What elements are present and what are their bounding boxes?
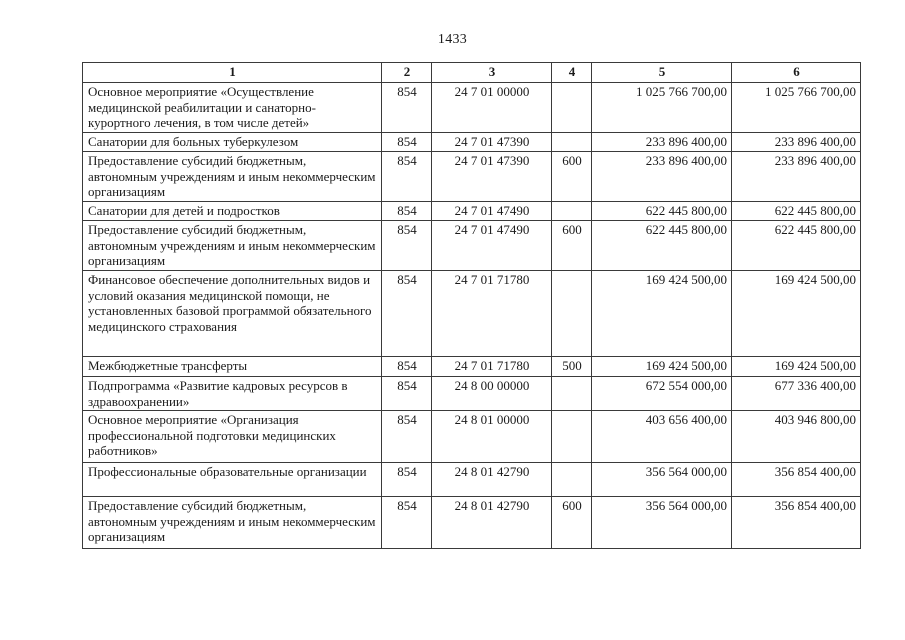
table-row <box>83 221 861 271</box>
amount-cell: 356 854 400,00 <box>732 463 861 497</box>
ministry-code-cell: 854 <box>382 411 432 463</box>
target-article-cell: 24 7 01 71780 <box>432 357 552 377</box>
ministry-code-cell: 854 <box>382 463 432 497</box>
expense-type-cell <box>552 377 592 411</box>
table-row <box>83 411 861 463</box>
row-name-cell: Межбюджетные трансферты <box>83 357 382 377</box>
target-article-cell: 24 8 01 42790 <box>432 463 552 497</box>
target-article-cell: 24 7 01 00000 <box>432 83 552 133</box>
ministry-code-cell: 854 <box>382 152 432 202</box>
amount-cell: 622 445 800,00 <box>592 221 732 271</box>
amount-cell: 356 564 000,00 <box>592 497 732 549</box>
expense-type-cell: 500 <box>552 357 592 377</box>
table-row <box>83 202 861 221</box>
table-row <box>83 463 861 497</box>
expense-type-cell <box>552 271 592 357</box>
amount-cell: 622 445 800,00 <box>732 202 861 221</box>
row-name-cell: Финансовое обеспечение дополнительных видов и условий оказания медицинской помощи, не установленных базовой программой обязательного медицинского страхования <box>83 271 382 357</box>
expense-type-cell <box>552 202 592 221</box>
column-header: 4 <box>552 63 592 83</box>
amount-cell: 233 896 400,00 <box>732 133 861 152</box>
row-name-cell: Предоставление субсидий бюджетным, автономным учреждениям и иным некоммерческим организациям <box>83 152 382 202</box>
table-row <box>83 133 861 152</box>
expense-type-cell: 600 <box>552 152 592 202</box>
table-header-row <box>83 63 861 83</box>
ministry-code-cell: 854 <box>382 497 432 549</box>
target-article-cell: 24 7 01 71780 <box>432 271 552 357</box>
row-name-cell: Основное мероприятие «Осуществление медицинской реабилитации и санаторно-курортного лечения, в том числе детей» <box>83 83 382 133</box>
target-article-cell: 24 7 01 47390 <box>432 152 552 202</box>
expense-type-cell: 600 <box>552 221 592 271</box>
ministry-code-cell: 854 <box>382 377 432 411</box>
budget-table <box>82 62 861 549</box>
target-article-cell: 24 8 01 00000 <box>432 411 552 463</box>
column-header: 3 <box>432 63 552 83</box>
target-article-cell: 24 7 01 47390 <box>432 133 552 152</box>
amount-cell: 622 445 800,00 <box>592 202 732 221</box>
row-name-cell: Предоставление субсидий бюджетным, автономным учреждениям и иным некоммерческим организациям <box>83 221 382 271</box>
row-name-cell: Санатории для больных туберкулезом <box>83 133 382 152</box>
ministry-code-cell: 854 <box>382 133 432 152</box>
table-row <box>83 357 861 377</box>
amount-cell: 169 424 500,00 <box>732 271 861 357</box>
row-name-cell: Основное мероприятие «Организация профессиональной подготовки медицинских работников» <box>83 411 382 463</box>
amount-cell: 233 896 400,00 <box>592 133 732 152</box>
ministry-code-cell: 854 <box>382 202 432 221</box>
amount-cell: 356 564 000,00 <box>592 463 732 497</box>
target-article-cell: 24 8 01 42790 <box>432 497 552 549</box>
amount-cell: 672 554 000,00 <box>592 377 732 411</box>
ministry-code-cell: 854 <box>382 83 432 133</box>
table-row <box>83 497 861 549</box>
amount-cell: 233 896 400,00 <box>592 152 732 202</box>
row-name-cell: Предоставление субсидий бюджетным, автономным учреждениям и иным некоммерческим организациям <box>83 497 382 549</box>
amount-cell: 622 445 800,00 <box>732 221 861 271</box>
table-row <box>83 377 861 411</box>
expense-type-cell <box>552 83 592 133</box>
expense-type-cell: 600 <box>552 497 592 549</box>
row-name-cell: Подпрограмма «Развитие кадровых ресурсов в здравоохранении» <box>83 377 382 411</box>
column-header: 2 <box>382 63 432 83</box>
ministry-code-cell: 854 <box>382 221 432 271</box>
column-header: 1 <box>83 63 382 83</box>
row-name-cell: Профессиональные образовательные организации <box>83 463 382 497</box>
target-article-cell: 24 8 00 00000 <box>432 377 552 411</box>
amount-cell: 403 946 800,00 <box>732 411 861 463</box>
amount-cell: 233 896 400,00 <box>732 152 861 202</box>
target-article-cell: 24 7 01 47490 <box>432 221 552 271</box>
amount-cell: 356 854 400,00 <box>732 497 861 549</box>
table-row <box>83 271 861 357</box>
target-article-cell: 24 7 01 47490 <box>432 202 552 221</box>
expense-type-cell <box>552 411 592 463</box>
amount-cell: 403 656 400,00 <box>592 411 732 463</box>
amount-cell: 677 336 400,00 <box>732 377 861 411</box>
amount-cell: 1 025 766 700,00 <box>732 83 861 133</box>
amount-cell: 169 424 500,00 <box>592 357 732 377</box>
table-row <box>83 152 861 202</box>
amount-cell: 1 025 766 700,00 <box>592 83 732 133</box>
amount-cell: 169 424 500,00 <box>732 357 861 377</box>
column-header: 5 <box>592 63 732 83</box>
page-number: 1433 <box>437 32 468 47</box>
table-row <box>83 83 861 133</box>
column-header: 6 <box>732 63 861 83</box>
expense-type-cell <box>552 133 592 152</box>
ministry-code-cell: 854 <box>382 357 432 377</box>
expense-type-cell <box>552 463 592 497</box>
row-name-cell: Санатории для детей и подростков <box>83 202 382 221</box>
ministry-code-cell: 854 <box>382 271 432 357</box>
amount-cell: 169 424 500,00 <box>592 271 732 357</box>
